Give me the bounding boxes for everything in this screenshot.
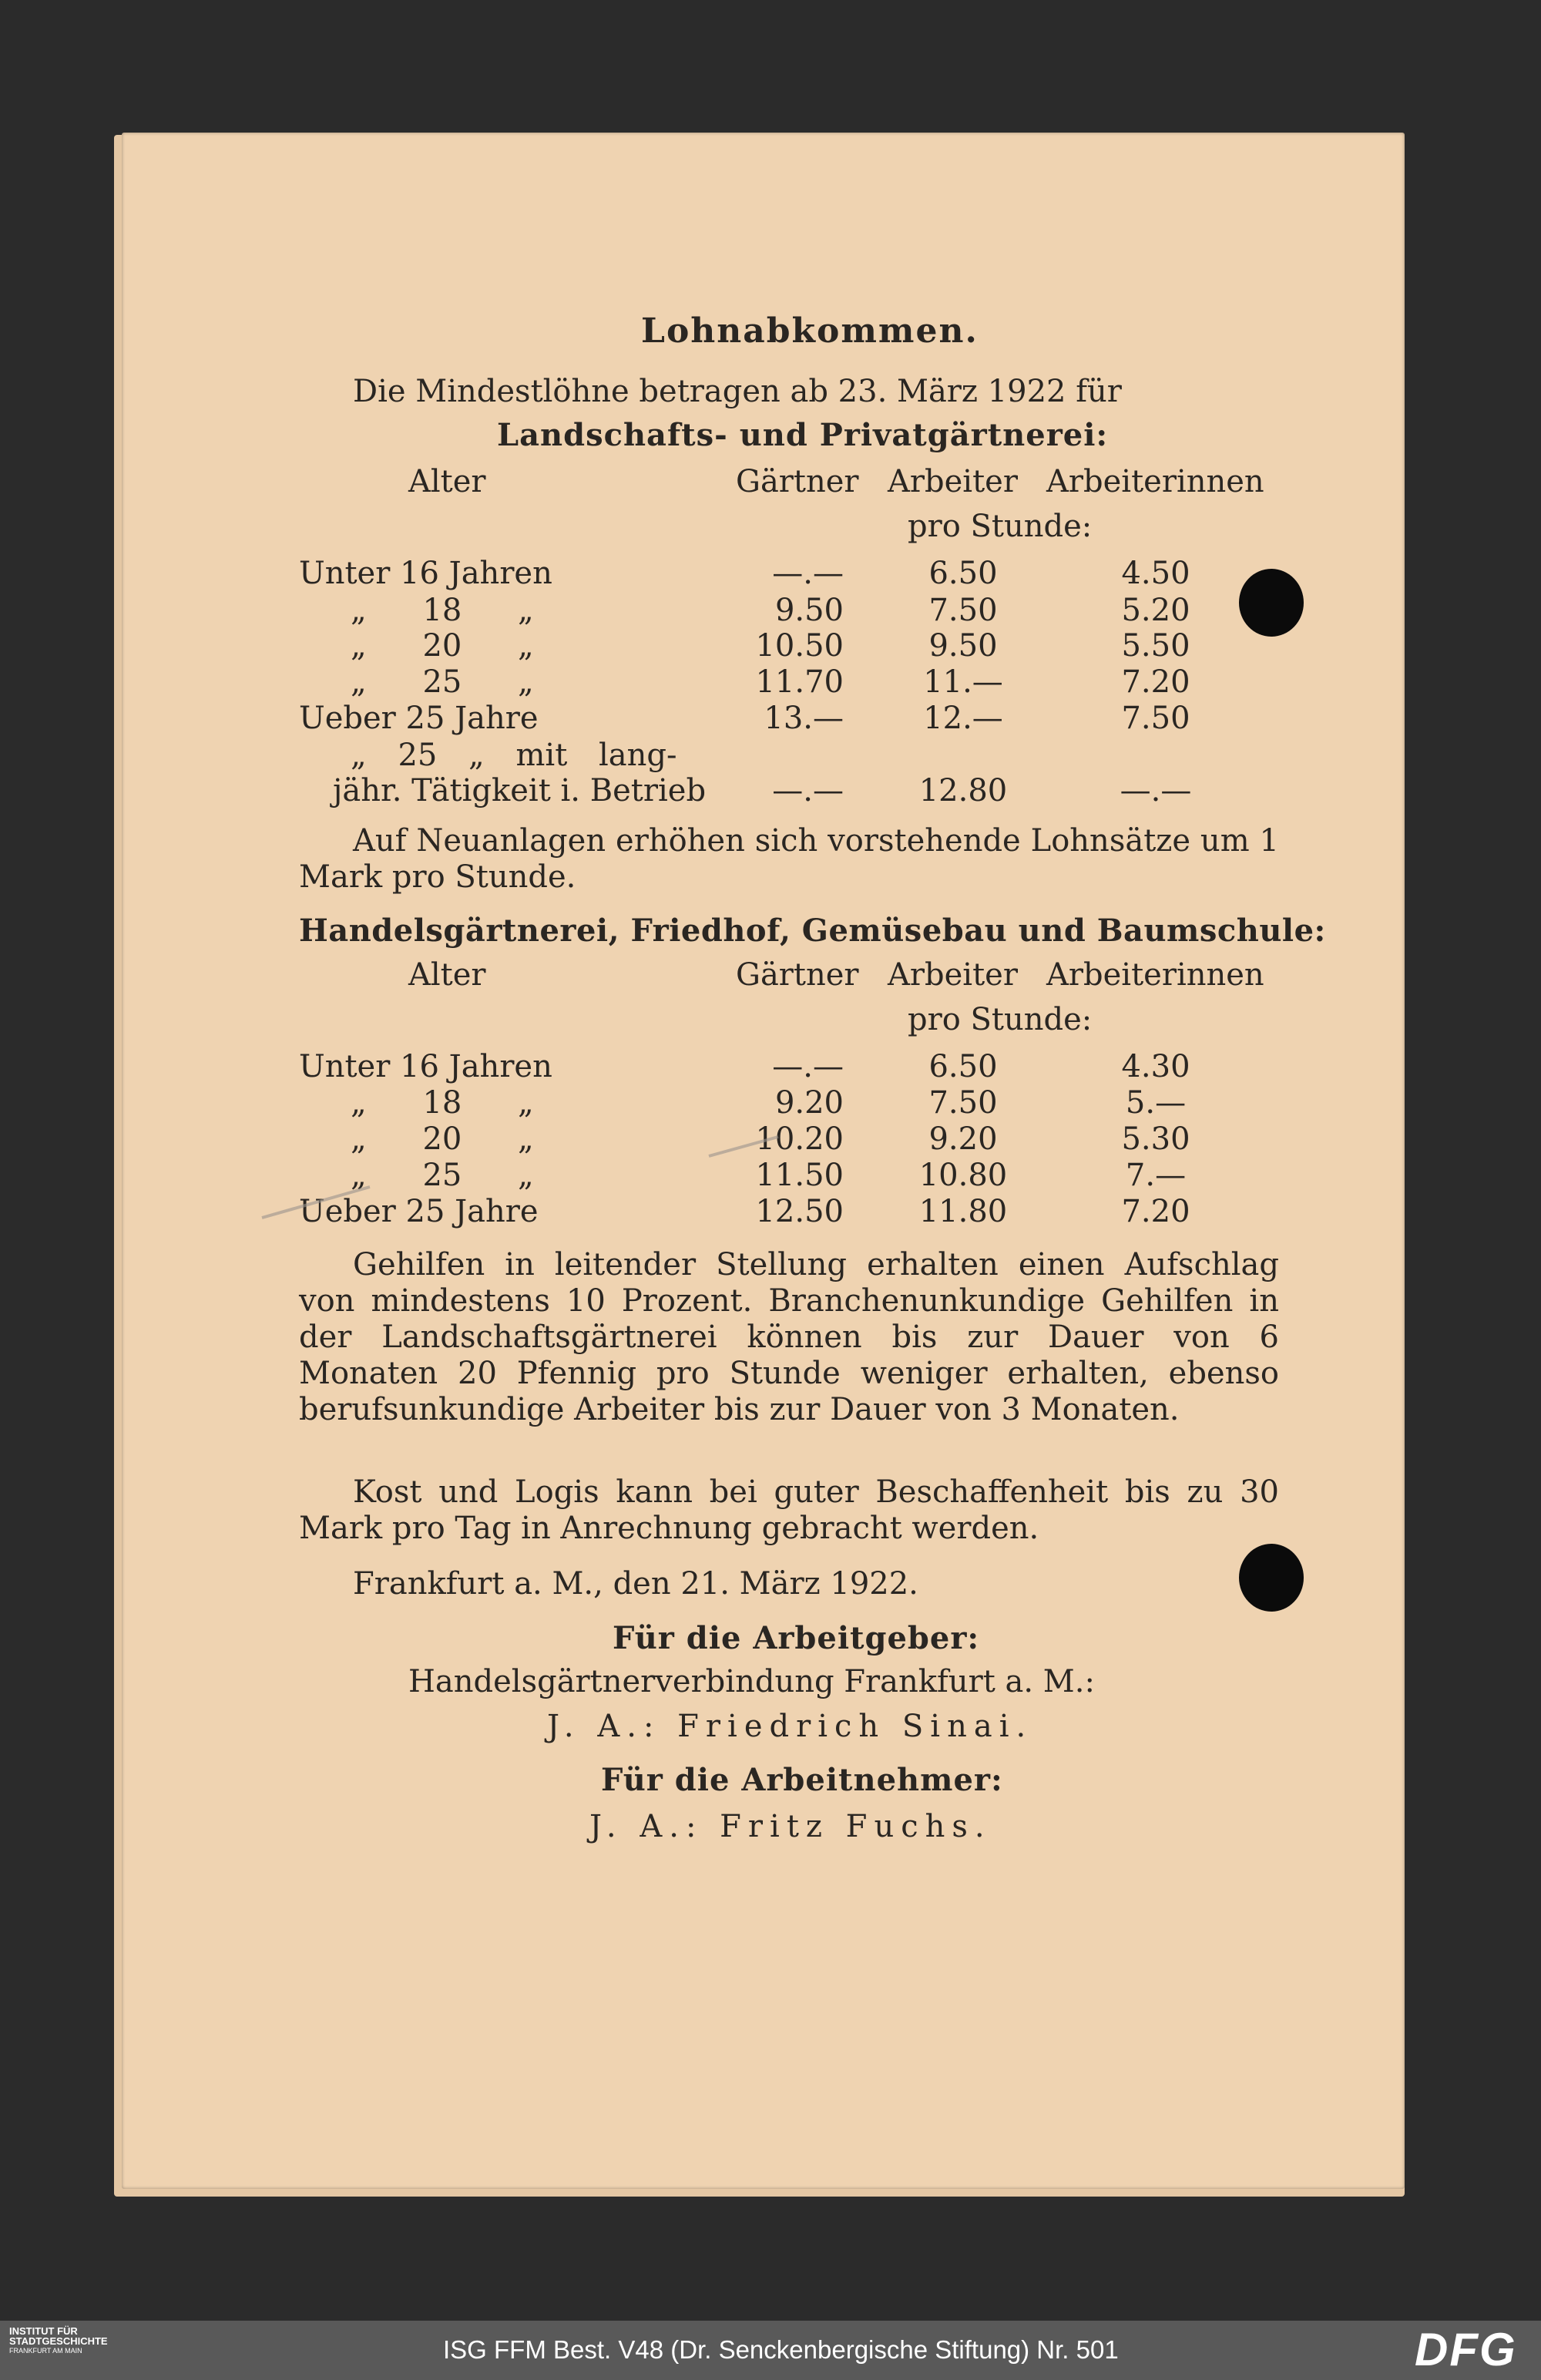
section2-per-hour: pro Stunde: <box>908 1002 1093 1037</box>
archive-caption: ISG FFM Best. V48 (Dr. Senckenbergische Stiftung) Nr. 501 <box>443 2335 1119 2364</box>
section1-col-gaertner: Gärtner <box>736 464 859 499</box>
isg-logo-line2: STADTGESCHICHTE <box>9 2335 108 2347</box>
pencil-marks <box>247 1133 801 1233</box>
section2-col-arbeiterinnen: Arbeiterinnen <box>1046 957 1264 993</box>
s2-row3-ai: 5.30 <box>1121 1121 1190 1157</box>
s2-row4-a: 10.80 <box>918 1158 1008 1193</box>
s1-row1-g: —.— <box>772 556 844 591</box>
pencil-mark-left <box>262 1187 370 1218</box>
s2-row1-age: Unter 16 Jahren <box>299 1049 552 1084</box>
section2-heading: Handelsgärtnerei, Friedhof, Gemüsebau und Baumschule: <box>299 913 1326 949</box>
s2-row1-a: 6.50 <box>928 1049 998 1084</box>
s2-row5-ai: 7.20 <box>1121 1194 1190 1229</box>
section1-per-hour: pro Stunde: <box>908 509 1093 544</box>
s1-row3-a: 9.50 <box>928 628 998 664</box>
punch-hole-top <box>1239 569 1304 637</box>
s1-row1-age: Unter 16 Jahren <box>299 556 552 591</box>
s2-row4-age: „ 25 „ <box>351 1158 534 1193</box>
s1-extra-a: 12.80 <box>918 773 1008 808</box>
section1-col-arbeiterinnen: Arbeiterinnen <box>1046 464 1264 499</box>
s1-row5-ai: 7.50 <box>1121 701 1190 736</box>
s1-extra-line1: „ 25 „ mit lang- <box>351 738 677 773</box>
section2-col-gaertner: Gärtner <box>736 957 859 993</box>
employer-signature: J. A.: Friedrich Sinai. <box>547 1709 1033 1744</box>
section1-col-arbeiter: Arbeiter <box>888 464 1018 499</box>
document-title: Lohnabkommen. <box>641 311 979 351</box>
s2-row3-a: 9.20 <box>928 1121 998 1157</box>
section1-col-age: Alter <box>408 464 486 499</box>
s1-row2-g: 9.50 <box>774 593 844 628</box>
s1-row2-ai: 5.20 <box>1121 593 1190 628</box>
s1-note: Auf Neuanlagen erhöhen sich vorstehende Lohnsätze um 1 Mark pro Stunde. <box>299 823 1279 895</box>
employer-org: Handelsgärtnerverbindung Frankfurt a. M.: <box>408 1664 1095 1699</box>
s1-row4-g: 11.70 <box>755 664 844 700</box>
s1-row2-age: „ 18 „ <box>351 593 534 628</box>
s1-extra-line2: jähr. Tätigkeit i. Betrieb <box>333 773 707 808</box>
isg-logo-line3: FRANKFURT AM MAIN <box>9 2347 82 2355</box>
s2-row5-a: 11.80 <box>918 1194 1008 1229</box>
punch-hole-bottom <box>1239 1544 1304 1612</box>
s1-row4-age: „ 25 „ <box>351 664 534 700</box>
s1-row1-a: 6.50 <box>928 556 998 591</box>
s2-row1-g: —.— <box>772 1049 844 1084</box>
place-date: Frankfurt a. M., den 21. März 1922. <box>353 1566 918 1602</box>
isg-logo-line1: INSTITUT FÜR <box>9 2325 78 2337</box>
s1-row4-a: 11.— <box>923 664 1003 700</box>
s1-row5-g: 13.— <box>764 701 844 736</box>
s1-row4-ai: 7.20 <box>1121 664 1190 700</box>
s1-extra-g: —.— <box>772 773 844 808</box>
s1-row2-a: 7.50 <box>928 593 998 628</box>
s2-row5-g: 12.50 <box>755 1194 844 1229</box>
paragraph-kost-logis: Kost und Logis kann bei guter Beschaffenheit bis zu 30 Mark pro Tag in Anrechnung gebracht werden. <box>299 1474 1279 1546</box>
dfg-logo: DFG <box>1415 2324 1517 2375</box>
s2-row2-ai: 5.— <box>1125 1085 1187 1121</box>
intro-line: Die Mindestlöhne betragen ab 23. März 1922 für <box>353 374 1122 409</box>
s2-row2-age: „ 18 „ <box>351 1085 534 1121</box>
s2-row2-g: 9.20 <box>774 1085 844 1121</box>
section2-col-age: Alter <box>408 957 486 993</box>
s1-row5-a: 12.— <box>923 701 1003 736</box>
isg-logo <box>9 2326 108 2356</box>
section1-heading: Landschafts- und Privatgärtnerei: <box>497 417 1109 453</box>
s1-extra-ai: —.— <box>1120 773 1192 808</box>
s1-row3-ai: 5.50 <box>1121 628 1190 664</box>
employer-heading: Für die Arbeitgeber: <box>613 1620 980 1656</box>
s2-row3-age: „ 20 „ <box>351 1121 534 1157</box>
employee-heading: Für die Arbeitnehmer: <box>601 1762 1003 1798</box>
employee-signature: J. A.: Fritz Fuchs. <box>589 1809 992 1844</box>
s2-row1-ai: 4.30 <box>1121 1049 1190 1084</box>
s2-row2-a: 7.50 <box>928 1085 998 1121</box>
s1-row5-age: Ueber 25 Jahre <box>299 701 539 736</box>
section2-col-arbeiter: Arbeiter <box>888 957 1018 993</box>
s2-row4-g: 11.50 <box>755 1158 844 1193</box>
s2-row3-g: 10.20 <box>755 1121 844 1157</box>
pencil-mark-right <box>709 1137 778 1156</box>
s1-row3-age: „ 20 „ <box>351 628 534 664</box>
s1-row1-ai: 4.50 <box>1121 556 1190 591</box>
s2-row5-age: Ueber 25 Jahre <box>299 1194 539 1229</box>
s2-row4-ai: 7.— <box>1125 1158 1187 1193</box>
paragraph-gehilfen: Gehilfen in leitender Stellung erhalten einen Aufschlag von mindestens 10 Prozent. Branchenunkundige Gehilfen in der Landschaftsgärtnerei können bis zur Dauer von 6 Monaten 20 Pfennig pro Stunde weniger erhalten, ebenso berufsunkundige Arbeiter bis zur Dauer von 3 Monaten. <box>299 1247 1279 1427</box>
s1-row3-g: 10.50 <box>755 628 844 664</box>
